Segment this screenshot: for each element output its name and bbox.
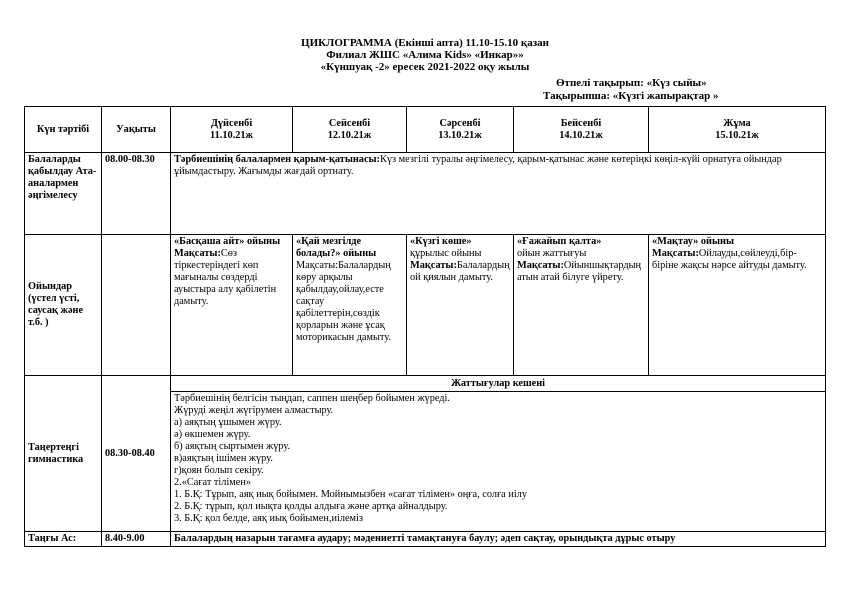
games-row [25,235,826,376]
col-header-wednesday [407,107,514,153]
exercise-heading-row [25,376,826,392]
game-title: «Ғажайып қалта» [517,236,602,247]
exercise-line: 2.«Сағат тілімен» [174,477,252,488]
reception-description [171,153,826,235]
game-wednesday [407,235,514,376]
day-date: 14.10.21ж [559,129,603,141]
group-year: «Күншуақ -2» ересек 2021-2022 оқу жылы [320,61,530,73]
exercise-list [171,392,826,532]
cyclogram-table [24,106,826,547]
exercise-line: г)қоян болып секіру. [174,465,264,476]
game-tuesday [293,235,407,376]
game-thursday [514,235,649,376]
exercise-line: в)аяқтың ішімен жүру. [174,453,273,464]
exercise-line: б) аяқтың сыртымен жүру. [174,441,291,452]
game-monday [171,235,293,376]
game-goal: Балалардың ой қиялын дамыту. [410,260,510,283]
reception-text: Күз мезгілі туралы әңгімелесу, қарым-қатынас және көтеріңкі көңіл-күйі орнатуға ойындар ұйымдастыру. Жағымды жағдай ортнату. [174,154,782,177]
regime-reception: Балаларды қабылдау Ата-аналармен әңгімелесу [25,153,102,235]
col-header-friday [649,107,826,153]
breakfast-row [25,532,826,547]
game-subtitle: ойын жаттығуы [517,248,587,259]
exercise-line: 3. Б.Қ: қол белде, аяқ иық бойымен,иілеміз [174,513,363,524]
col-header-tuesday [293,107,407,153]
day-date: 12.10.21ж [327,129,372,141]
day-date: 13.10.21ж [438,129,482,141]
exercise-line: ә) өкшемен жүру. [174,429,251,440]
regime-gymnastics: Таңертеңгі гимнастика [25,376,102,532]
game-title: «Мақтау» ойыны [652,236,734,247]
branch-name: Филиал ЖШС «Алима Kids» «Инкар»» [326,49,524,61]
game-title: «Күзгі көше» [410,236,472,247]
day-name: Сейсенбі [328,117,371,129]
goal-label: Мақсаты: [410,260,457,271]
regime-games: Ойындар (үстел үсті, саусақ және т.б. ) [25,235,102,376]
col-header-monday [171,107,293,153]
exercise-line: Жүруді жеңіл жүгірумен алмастыру. [174,405,334,416]
exercise-line: 1. Б.Қ: Тұрып, аяқ иық бойымен. Мойнымызбен «сағат тілімен» оңға, солға иілу [174,489,527,500]
reception-row [25,153,826,235]
day-name: Дүйсенбі [210,117,253,129]
day-date: 11.10.21ж [210,129,253,141]
col-header-time: Уақыты [102,107,171,153]
game-goal: Ойлауды,сөйлеуді,бір-біріне жақсы нәрсе айтуды дамыту. [652,248,807,271]
goal-label: Мақсаты: [652,248,699,259]
breakfast-text: Балалардың назарын тағамға аудару; мәдениетті тамақтануға баулу; әдеп сақтау, орындықта дұрыс отыру [171,532,826,547]
document-title: ЦИКЛОГРАММА (Екінші апта) 11.10-15.10 қазан [301,37,549,49]
game-title: «Басқаша айт» ойыны [174,236,281,247]
game-goal: Ойыншықтардың атын атай білуге үйрету. [517,260,642,283]
time-reception: 08.00-08.30 [102,153,171,235]
time-breakfast: 8.40-9.00 [102,532,171,547]
game-subtitle: құрылыс ойыны [410,248,482,259]
day-name: Жұма [723,117,751,129]
regime-breakfast: Таңғы Ас: [25,532,102,547]
goal-label: Мақсаты: [174,248,221,259]
day-name: Сәрсенбі [439,117,481,129]
col-header-thursday [514,107,649,153]
time-games-empty [102,235,171,376]
exercise-line: Тәрбиешінің белгісін тыңдап, саппен шеңбер бойымен жүреді. [174,393,450,404]
reception-label: Тәрбиешінің балалармен қарым-қатынасы: [174,154,380,165]
sub-theme: Тақырыпша: «Күзгі жапырақтар » [543,90,719,102]
exercise-heading: Жаттығулар кешені [171,376,826,392]
exercise-line: 2. Б.Қ: тұрып, қол иықта қолды алдыға және артқа айналдыру. [174,501,448,512]
game-title: «Қай мезгілде болады?» ойыны [296,236,377,259]
passing-theme: Өтпелі тақырып: «Күз сыйы» [556,77,707,89]
goal-label: Мақсаты: [517,260,564,271]
day-name: Бейсенбі [560,117,602,129]
game-goal: Сөз тіркестеріндегі көп мағыналы сөздерді ауыстыра алу қабілетін дамыту. [174,248,277,307]
game-friday [649,235,826,376]
day-date: 15.10.21ж [715,129,759,141]
header-row [25,107,826,153]
col-header-regime: Күн тәртібі [25,107,102,153]
game-goal: Мақсаты:Балалардың көру арқылы қабылдау,ойлау,есте сақтау қабілеттерін,сөздік қорларын және ұсақ моторикасын дамыту. [296,260,391,343]
exercise-line: а) аяқтың ұшымен жүру. [174,417,282,428]
time-gymnastics: 08.30-08.40 [102,376,171,532]
